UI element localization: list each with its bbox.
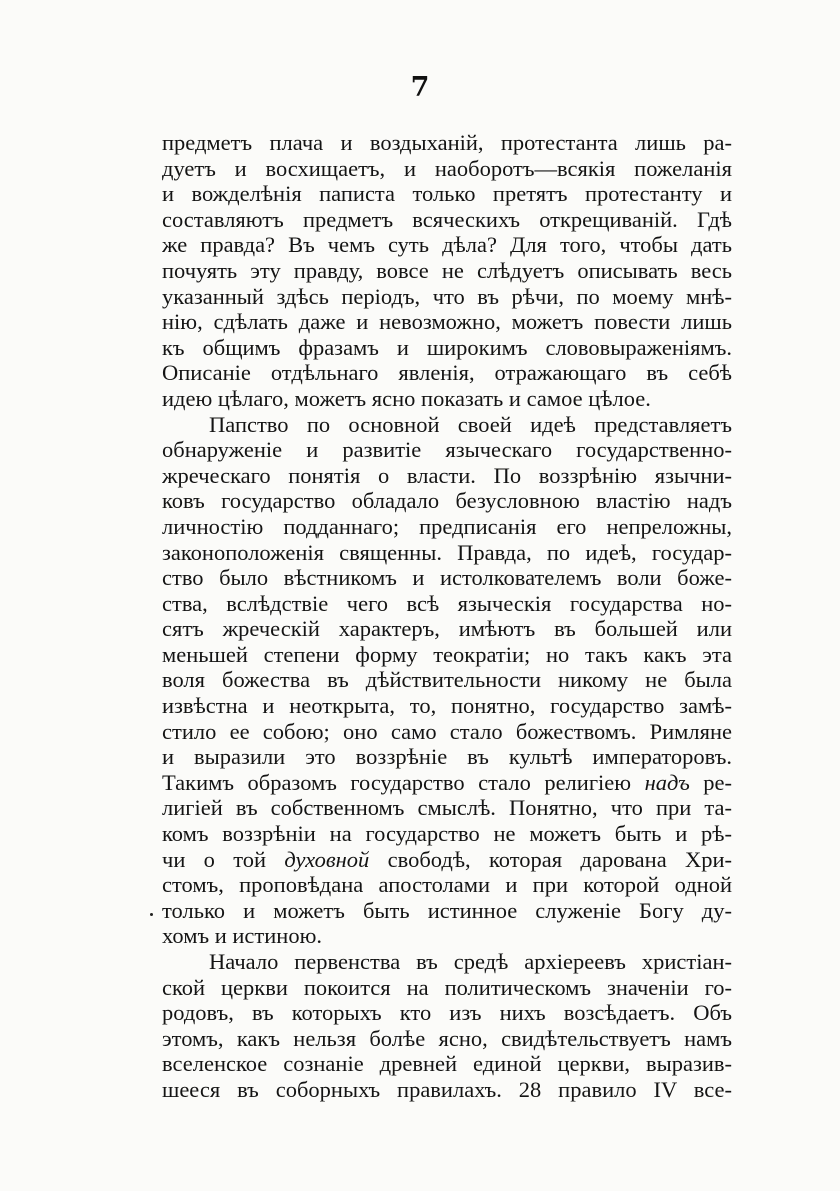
text-line: личностію подданнаго; предписанія его непреложны,	[162, 513, 732, 539]
italic-word: надъ	[644, 769, 690, 795]
text-line: этомъ, какъ нельзя болѣе ясно, свидѣтельствуетъ намъ	[162, 1025, 732, 1051]
text-line: и вожделѣнія паписта только претятъ протестанту и	[162, 181, 732, 207]
text-line: жреческаго понятія о власти. По воззрѣнію язычни-	[162, 462, 732, 488]
text-line: указанный здѣсь періодъ, что въ рѣчи, по моему мнѣ-	[162, 283, 732, 309]
text-line: почуять эту правду, вовсе не слѣдуетъ описывать весь	[162, 257, 732, 283]
paragraph-3	[162, 949, 732, 1103]
text-line: ства, вслѣдствіе чего всѣ языческія государства но-	[162, 590, 732, 616]
text-line: стило ее собою; оно само стало божествомъ. Римляне	[162, 718, 732, 744]
paragraph-1	[162, 130, 732, 412]
text-line: ство было вѣстникомъ и истолкователемъ воли боже-	[162, 565, 732, 591]
text-line: дуетъ и восхищаетъ, и наоборотъ—всякія пожеланія	[162, 155, 732, 181]
text-line: хомъ и истиною.	[162, 923, 323, 949]
text-fragment: Такимъ образомъ государство стало религіею	[162, 769, 632, 795]
text-line: только и можетъ быть истинное служеніе Богу ду-	[162, 897, 732, 923]
text-line: Начало первенства въ средѣ архіереевъ христіан-	[209, 949, 732, 974]
text-line-with-italic	[162, 847, 732, 873]
text-line: составляютъ предметъ всяческихъ открещиваній. Гдѣ	[162, 206, 732, 232]
text-line: комъ воззрѣніи на государство не можетъ быть и рѣ-	[162, 821, 732, 847]
text-line: шееся въ соборныхъ правилахъ. 28 правило IV все-	[162, 1076, 732, 1102]
text-line: обнаруженіе и развитіе языческаго государственно-	[162, 437, 732, 463]
margin-dot	[150, 913, 153, 916]
text-line: вселенское сознаніе древней единой церкви, выразив-	[162, 1051, 732, 1077]
italic-word: духовной	[284, 846, 370, 872]
text-line: предметъ плача и воздыханій, протестанта лишь ра-	[162, 130, 732, 155]
text-line: и выразили это воззрѣніе въ культѣ императоровъ.	[162, 744, 732, 770]
text-line: идею цѣлаго, можетъ ясно показать и самое цѣлое.	[162, 385, 651, 411]
text-line: лигіей въ собственномъ смыслѣ. Понятно, что при та-	[162, 795, 732, 821]
page-number: 7	[410, 72, 430, 103]
text-fragment: ре-	[703, 769, 732, 795]
text-line: воля божества въ дѣйствительности никому не была	[162, 667, 732, 693]
text-line: же правда? Въ чемъ суть дѣла? Для того, чтобы дать	[162, 232, 732, 258]
text-line: Описаніе отдѣльнаго явленія, отражающаго въ себѣ	[162, 360, 732, 386]
text-fragment: чи о той	[162, 846, 267, 872]
text-line: родовъ, въ которыхъ кто изъ нихъ возсѣдаетъ. Объ	[162, 1000, 732, 1026]
text-line: ской церкви покоится на политическомъ значеніи го-	[162, 974, 732, 1000]
text-line: Папство по основной своей идеѣ представляетъ	[209, 411, 732, 437]
text-line: нію, сдѣлать даже и невозможно, можетъ повести лишь	[162, 309, 732, 335]
text-fragment: свободѣ, которая дарована Хри-	[387, 846, 732, 872]
paragraph-2	[162, 412, 732, 949]
text-line: къ общимъ фразамъ и широкимъ слововыраженіямъ.	[162, 334, 732, 360]
text-line: ковъ государство обладало безусловною властію надъ	[162, 488, 732, 514]
text-line: стомъ, проповѣдана апостолами и при которой одной	[162, 872, 732, 898]
text-line-with-italic	[162, 770, 732, 796]
text-line: меньшей степени форму теократіи; но такъ какъ эта	[162, 641, 732, 667]
body-text	[162, 130, 732, 1103]
text-line: извѣстна и неоткрыта, то, понятно, государство замѣ-	[162, 693, 732, 719]
text-line: законоположенія священны. Правда, по идеѣ, государ-	[162, 539, 732, 565]
text-line: сятъ жреческій характеръ, имѣютъ въ большей или	[162, 616, 732, 642]
